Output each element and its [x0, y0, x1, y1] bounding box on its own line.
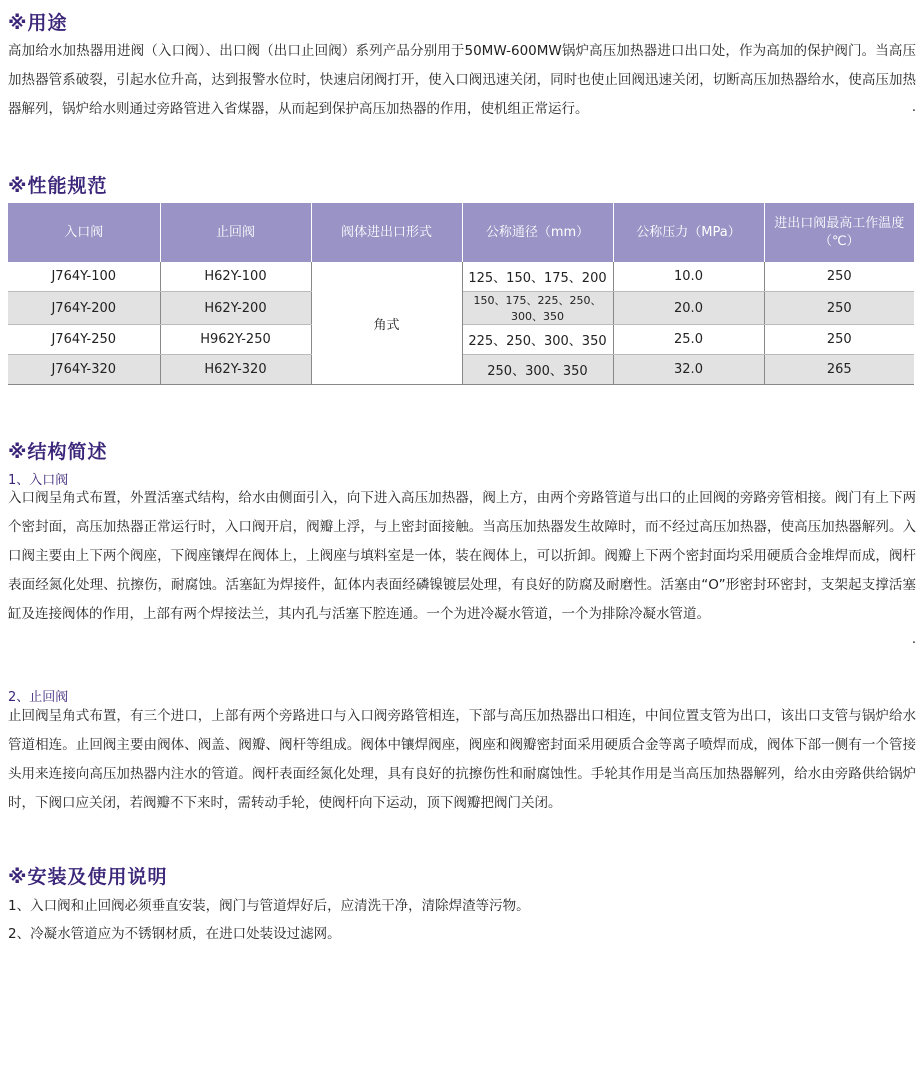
cell-dn: 125、150、175、200 [462, 262, 613, 292]
cell-check: H62Y-320 [160, 355, 311, 385]
cell-inlet: J764Y-250 [8, 325, 160, 355]
install-heading: ※安装及使用说明 [8, 866, 168, 888]
inlet-valve-paragraph: 入口阀呈角式布置，外置活塞式结构，给水由侧面引入，向下进入高压加热器，阀上方，由两个旁路管道与出口的止回阀的旁路旁管相接。阀门有上下两个密封面，高压加热器正常运行时，入口阀开启，阀瓣上浮，与上密封面接触。当高压加热器发生故障时，而不经过高压加热器，使高压加热器解列。入口阀主要由上下两个阀座，下阀座镶焊在阀体上，上阀座与填料室是一体，装在阀体上，可以折卸。阀瓣上下两个密封面均采用硬质合金堆焊而成，阀杆表面经氮化处理、抗擦伤，耐腐蚀。活塞缸为焊接件，缸体内表面经磷镍镀层处理，有良好的防腐及耐磨性。活塞由“O”形密封环密封，支架起支撑活塞缸及连接阀体的作用，上部有两个焊接法兰，其内孔与活塞下腔连通。一个为进冷凝水管道，一个为排除冷凝水管道。 [8, 490, 916, 622]
end-dot: . [911, 632, 916, 647]
cell-check: H62Y-200 [160, 292, 311, 325]
cell-pn: 25.0 [613, 325, 764, 355]
cell-pn: 20.0 [613, 292, 764, 325]
cell-temp: 250 [764, 325, 914, 355]
cell-dn: 225、250、300、350 [462, 325, 613, 355]
spec-table [8, 203, 914, 385]
cell-temp: 265 [764, 355, 914, 385]
usage-paragraph: 高加给水加热器用进阀（入口阀）、出口阀（出口止回阀）系列产品分别用于50MW-600MW锅炉高压加热器进口出口处，作为高加的保护阀门。当高压加热器管系破裂，引起水位升高，达到报警水位时，快速启闭阀打开，使入口阀迅速关闭，同时也使止回阀迅速关闭，切断高压加热器给水，使高压加热器解列，锅炉给水则通过旁路管进入省煤器，从而起到保护高压加热器的作用，使机组正常运行。 [8, 43, 916, 117]
cell-check: H62Y-100 [160, 262, 311, 292]
header-check: 止回阀 [160, 203, 311, 262]
header-inlet: 入口阀 [8, 203, 160, 262]
header-pn: 公称压力（MPa） [613, 203, 764, 262]
inlet-valve-subheading: 1、入口阀 [8, 473, 69, 488]
cell-pn: 32.0 [613, 355, 764, 385]
spec-table-header-row [8, 203, 914, 262]
cell-dn: 250、300、350 [462, 355, 613, 385]
header-form: 阀体进出口形式 [311, 203, 462, 262]
cell-temp: 250 [764, 292, 914, 325]
cell-inlet: J764Y-200 [8, 292, 160, 325]
usage-heading: ※用途 [8, 12, 68, 34]
cell-dn: 150、175、225、250、300、350 [462, 292, 613, 325]
cell-check: H962Y-250 [160, 325, 311, 355]
install-item-1: 1、入口阀和止回阀必须垂直安装，阀门与管道焊好后，应清洗干净，清除焊渣等污物。 [8, 898, 530, 914]
check-valve-paragraph: 止回阀呈角式布置，有三个进口，上部有两个旁路进口与入口阀旁路管相连，下部与高压加热器出口相连，中间位置支管为出口，该出口支管与锅炉给水管道相连。止回阀主要由阀体、阀盖、阀瓣、阀杆等组成。阀体中镶焊阀座，阀座和阀瓣密封面采用硬质合金等离子喷焊而成，阀体下部一侧有一个管接头用来连接向高压加热器内注水的管道。阀杆表面经氮化处理，具有良好的抗擦伤性和耐腐蚀性。手轮其作用是当高压加热器解列，给水由旁路供给锅炉时，下阀口应关闭，若阀瓣不下来时，需转动手轮，使阀杆向下运动，顶下阀瓣把阀门关闭。 [8, 708, 916, 811]
cell-inlet: J764Y-100 [8, 262, 160, 292]
header-dn: 公称通径（mm） [462, 203, 613, 262]
cell-pn: 10.0 [613, 262, 764, 292]
end-dot: . [911, 100, 916, 115]
structure-heading: ※结构简述 [8, 441, 108, 463]
cell-temp: 250 [764, 262, 914, 292]
install-item-2: 2、冷凝水管道应为不锈钢材质，在进口处装设过滤网。 [8, 926, 341, 942]
header-temp: 进出口阀最高工作温度（℃） [764, 203, 914, 262]
check-valve-subheading: 2、止回阀 [8, 690, 69, 705]
table-row [8, 262, 914, 292]
cell-form: 角式 [311, 262, 462, 385]
specs-heading: ※性能规范 [8, 175, 108, 197]
cell-inlet: J764Y-320 [8, 355, 160, 385]
